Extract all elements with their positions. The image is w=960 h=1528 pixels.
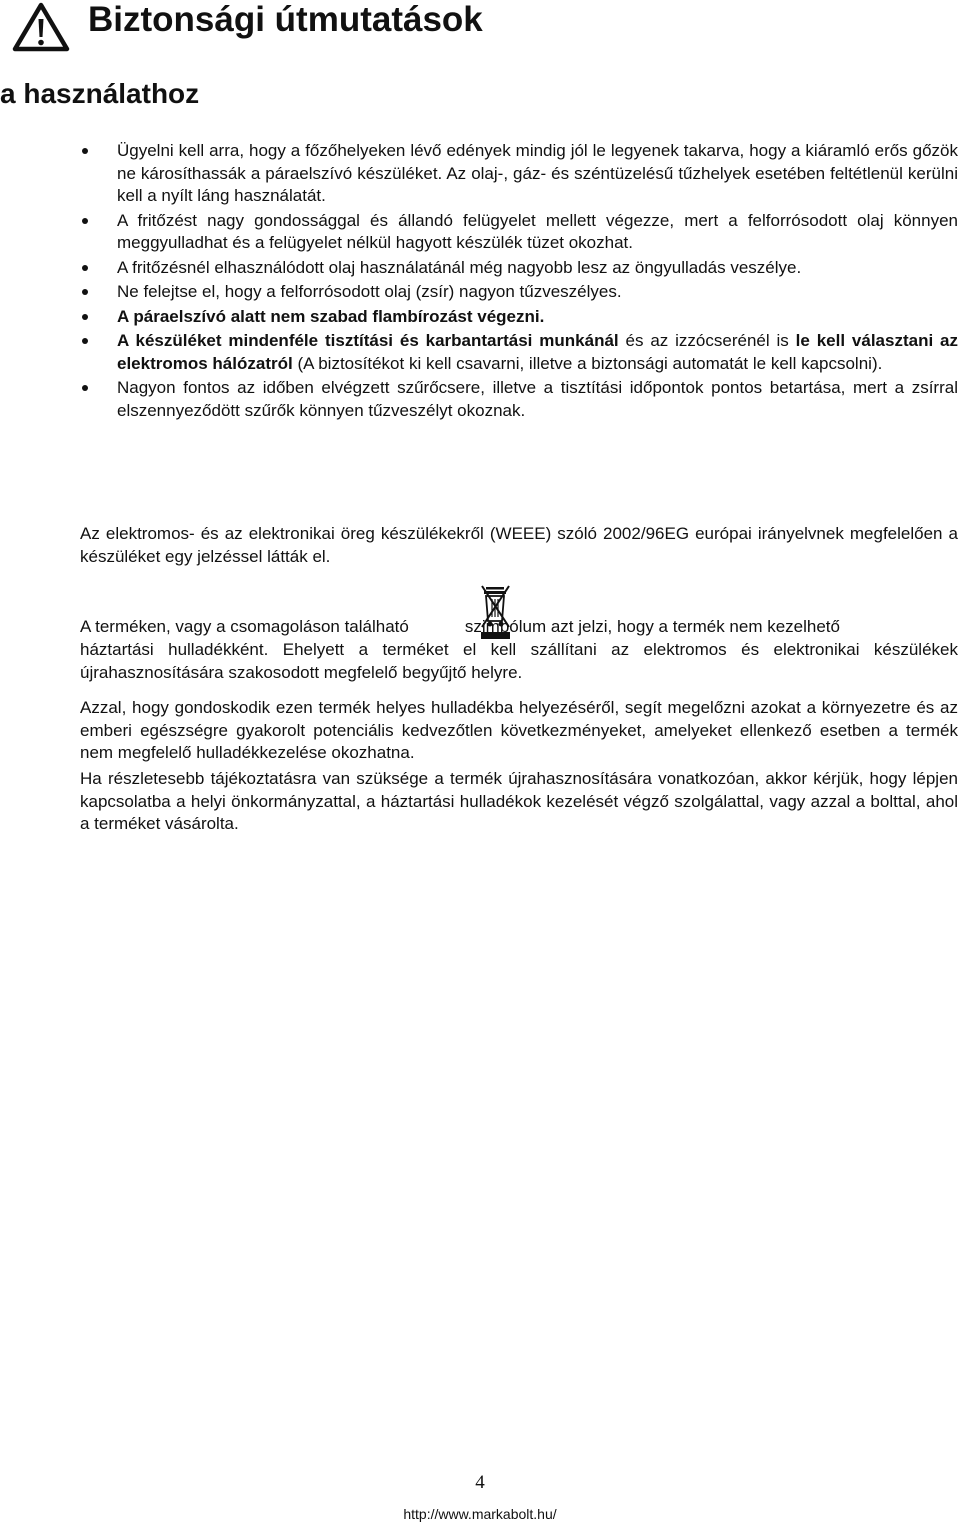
weee-symbol-after: szimbólum azt jelzi, hogy a termék nem kezelhető (464, 617, 840, 636)
list-item: Nagyon fontos az időben elvégzett szűrőcsere, illetve a tisztítási időpontok pontos betartása, mert a zsírral elszennyeződött szűrők könnyen tűzveszélyt okoznak. (117, 377, 958, 422)
weee-symbol-continuation: háztartási hulladékként. Ehelyett a terméket el kell szállítani az elektromos és elektronikai készülékek újrahasznosítására szakosodott megfelelő begyűjtő helyre. (80, 640, 958, 682)
list-item (117, 330, 958, 375)
list-item: Ügyelni kell arra, hogy a főzőhelyeken lévő edények mindig jól le legyenek takarva, hogy a kiáramló erős gőzök ne károsíthassák a páraelszívó készüléket. Az olaj-, gáz- és széntüzelésű tűzhelyek esetében feltétlenül kerülni kell a nyílt láng használatát. (117, 140, 958, 208)
list-item: Ne felejtse el, hogy a felforrósodott olaj (zsír) nagyon tűzveszélyes. (117, 281, 958, 304)
list-item: A páraelszívó alatt nem szabad flambírozást végezni. (117, 306, 958, 329)
weee-info-paragraph: Ha részletesebb tájékoztatásra van szüksége a termék újrahasznosítására vonatkozóan, akkor kérjük, hogy lépjen kapcsolatba a helyi önkormányzattal, a háztartási hulladékok kezelését végző szolgálattal, vagy azzal a bolttal, ahol a terméket vásárolta. (80, 769, 958, 833)
page-title: Biztonsági útmutatások (88, 0, 483, 39)
warning-triangle-icon (12, 2, 70, 52)
weee-symbol-line (80, 616, 958, 639)
page-subtitle: a használathoz (0, 78, 200, 109)
bold-text: le kell választani az elektromos hálózatról (117, 331, 959, 373)
footer-url: http://www.markabolt.hu/ (403, 1506, 557, 1522)
safety-list (117, 140, 958, 424)
list-item: A fritőzésnél elhasználódott olaj használatánál még nagyobb lesz az öngyulladás veszélye. (117, 257, 958, 280)
weee-symbol-before: A terméken, vagy a csomagoláson található (80, 617, 409, 636)
page-number: 4 (475, 1472, 485, 1493)
plain-text: (A biztosítékot ki kell csavarni, illetve a biztonsági automatát le kell kapcsolni). (292, 353, 883, 373)
weee-intro: Az elektromos- és az elektronikai öreg készülékekről (WEEE) szóló 2002/96EG európai irányelvnek megfelelően a készüléket egy jelzéssel látták el. (80, 524, 958, 566)
weee-disposal-paragraph: Azzal, hogy gondoskodik ezen termék helyes hulladékba helyezéséről, segít megelőzni azokat a környezetre és az emberi egészségre gyakorolt potenciális kedvezőtlen következményeket, amelyeket ellenkező esetben a termék nem megfelelő hulladékkezelése okozhatna. (80, 698, 958, 762)
bold-text: A készüléket mindenféle tisztítási és karbantartási munkánál (117, 331, 619, 350)
plain-text: és az izzócserénél is (618, 331, 796, 350)
list-item: A fritőzést nagy gondossággal és állandó felügyelet mellett végezze, mert a felforrósodott olaj könnyen meggyulladhat és a felügyelet nélkül hagyott készülék tüzet okozhat. (117, 210, 958, 255)
